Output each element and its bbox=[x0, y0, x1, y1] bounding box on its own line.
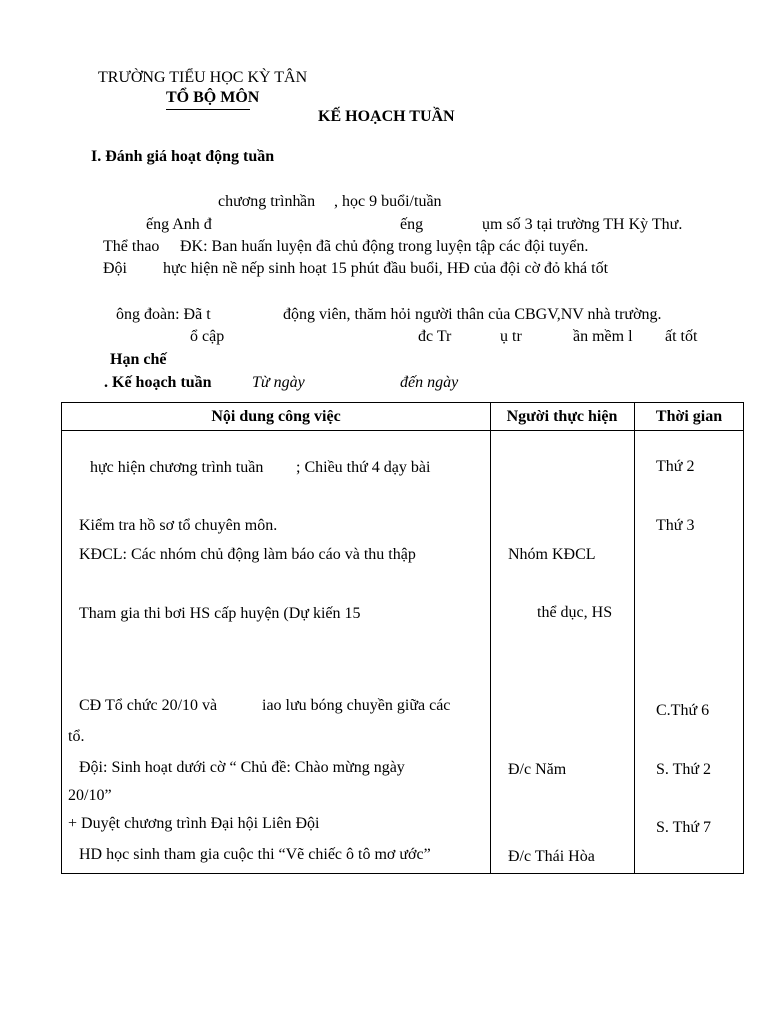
department-name: TỔ BỘ MÔN bbox=[166, 89, 260, 106]
weekly-plan-table bbox=[61, 402, 744, 874]
content-line: tổ. bbox=[68, 728, 85, 745]
section1-text: , học 9 buổi/tuần bbox=[334, 193, 442, 210]
time-cell: Thứ 2 bbox=[656, 458, 695, 475]
section1-heading: I. Đánh giá hoạt động tuần bbox=[91, 148, 275, 165]
time-cell: Thứ 3 bbox=[656, 517, 695, 534]
section1-text: đc Tr bbox=[418, 328, 452, 345]
column-divider bbox=[634, 403, 635, 873]
content-line: Đội: Sinh hoạt dưới cờ “ Chủ đề: Chào mừng ngày bbox=[79, 759, 405, 776]
content-line: iao lưu bóng chuyền giữa các bbox=[262, 697, 451, 714]
section1-text: ếng bbox=[400, 216, 424, 233]
content-line: ; Chiều thứ 4 dạy bài bbox=[296, 459, 431, 476]
section1-text: động viên, thăm hỏi người thân của CBGV,NV nhà trường. bbox=[283, 306, 662, 323]
section1-text: ần bbox=[300, 193, 316, 210]
time-cell: S. Thứ 7 bbox=[656, 819, 712, 836]
section1-text: ất tốt bbox=[665, 328, 698, 345]
section1-text: Thể thao bbox=[103, 238, 160, 255]
section2-heading: . Kế hoạch tuần bbox=[104, 374, 212, 391]
header-divider bbox=[62, 430, 743, 431]
header-content: Nội dung công việc bbox=[211, 408, 341, 425]
person-cell: Đ/c Năm bbox=[508, 761, 567, 778]
content-line: + Duyệt chương trình Đại hội Liên Đội bbox=[68, 815, 320, 832]
section1-text: Đội bbox=[103, 260, 127, 277]
person-cell: thể dục, HS bbox=[537, 604, 613, 621]
section1-text: ông đoàn: Đã t bbox=[116, 306, 211, 323]
header-time: Thời gian bbox=[655, 408, 723, 425]
section1-text: ổ cập bbox=[190, 328, 225, 345]
section1-text: chương trình bbox=[218, 193, 301, 210]
school-name: TRƯỜNG TIỂU HỌC KỲ TÂN bbox=[98, 69, 308, 86]
content-line: HD học sinh tham gia cuộc thi “Vẽ chiếc ô tô mơ ước” bbox=[79, 846, 431, 863]
time-cell: C.Thứ 6 bbox=[656, 702, 710, 719]
limitations-heading: Hạn chế bbox=[110, 351, 167, 368]
content-line: KĐCL: Các nhóm chủ động làm báo cáo và thu thập bbox=[79, 546, 416, 563]
department-underline bbox=[166, 109, 250, 110]
section1-text: ần mềm l bbox=[573, 328, 633, 345]
content-line: Tham gia thi bơi HS cấp huyện (Dự kiến 15 bbox=[79, 605, 361, 622]
content-line: Kiểm tra hồ sơ tổ chuyên môn. bbox=[79, 517, 278, 534]
date-from-label: Từ ngày bbox=[252, 374, 305, 391]
section1-text: ụ tr bbox=[500, 328, 522, 345]
section1-text: ụm số 3 tại trường TH Kỳ Thư. bbox=[482, 216, 683, 233]
section1-text: ếng Anh đ bbox=[146, 216, 212, 233]
date-to-label: đến ngày bbox=[400, 374, 459, 391]
header-person: Người thực hiện bbox=[506, 408, 618, 425]
page-title: KẾ HOẠCH TUẦN bbox=[318, 108, 455, 125]
column-divider bbox=[490, 403, 491, 873]
content-line: hực hiện chương trình tuần bbox=[90, 459, 264, 476]
content-line: CĐ Tổ chức 20/10 và bbox=[79, 697, 218, 714]
person-cell: Đ/c Thái Hòa bbox=[508, 848, 595, 865]
section1-text: ĐK: Ban huấn luyện đã chủ động trong luyện tập các đội tuyển. bbox=[180, 238, 589, 255]
person-cell: Nhóm KĐCL bbox=[508, 546, 596, 563]
content-line: 20/10” bbox=[68, 787, 112, 804]
section1-text: hực hiện nề nếp sinh hoạt 15 phút đầu buổi, HĐ của đội cờ đỏ khá tốt bbox=[163, 260, 609, 277]
time-cell: S. Thứ 2 bbox=[656, 761, 712, 778]
